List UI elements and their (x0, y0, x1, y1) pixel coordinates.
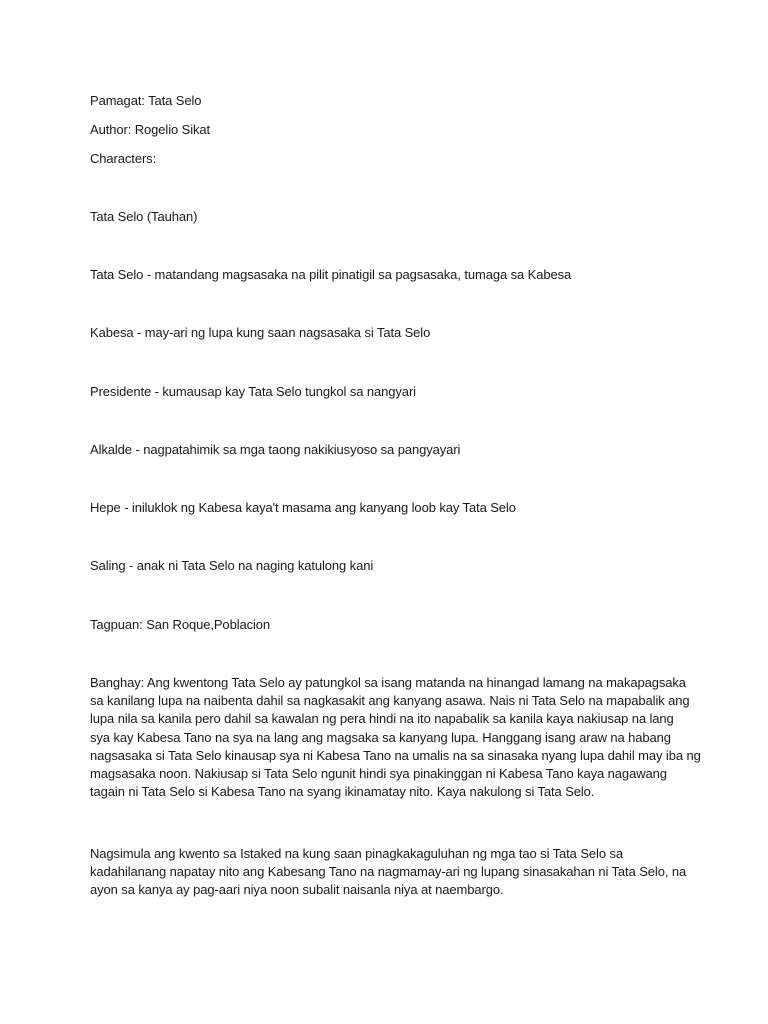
plot-paragraph (90, 674, 701, 801)
plot-line: lupa nila sa kanila pero dahil sa kawalan ng pera hindi na ito napabalik sa kanila kaya nakiusap na lang (90, 711, 674, 727)
protagonist-line: Tata Selo (Tauhan) (90, 209, 198, 224)
plot-line: magsasaka noon. Nakiusap si Tata Selo ngunit hindi sya pinakinggan ni Kabesa Tano kaya nagawang (90, 766, 667, 782)
character-item: Alkalde - nagpatahimik sa mga taong nakikiusyoso sa pangyayari (90, 442, 461, 457)
character-item: Kabesa - may-ari ng lupa kung saan nagsasaka si Tata Selo (90, 325, 431, 340)
plot-line: sa kanilang lupa na naibenta dahil sa nagkasakit ang kanyang asawa. Nais ni Tata Selo na mapabalik ang (90, 693, 690, 709)
characters-heading: Characters: (90, 151, 157, 166)
plot-line: Banghay: Ang kwentong Tata Selo ay patungkol sa isang matanda na hinangad lamang na makapagsaka (90, 675, 686, 690)
character-item: Hepe - iniluklok ng Kabesa kaya't masama ang kanyang loob kay Tata Selo (90, 500, 516, 515)
character-item: Saling - anak ni Tata Selo na naging katulong kani (90, 558, 374, 573)
character-item: Presidente - kumausap kay Tata Selo tungkol sa nangyari (90, 384, 416, 399)
beginning-line: Nagsimula ang kwento sa Istaked na kung saan pinagkakaguluhan ng mga tao si Tata Selo sa (90, 846, 623, 861)
plot-line: tagain ni Tata Selo si Kabesa Tano na syang ikinamatay nito. Kaya nakulong si Tata Selo. (90, 784, 595, 800)
title-line: Pamagat: Tata Selo (90, 93, 202, 108)
plot-line: nagsasaka si Tata Selo kinausap sya ni Kabesa Tano na umalis na sa sinasaka nyang lupa dahil may iba ng (90, 747, 701, 763)
setting-line: Tagpuan: San Roque,Poblacion (90, 617, 271, 632)
beginning-line: kadahilanang napatay nito ang Kabesang Tano na nagmamay-ari ng lupang sinasakahan ni Tata Selo, na (90, 864, 687, 880)
beginning-paragraph (90, 845, 690, 900)
beginning-line: ayon sa kanya ay pag-aari niya noon subalit naisanla niya at naembargo. (90, 882, 504, 898)
plot-line: sya kay Kabesa Tano na sya na lang ang magsaka sa kanyang lupa. Hanggang isang araw na habang (90, 729, 671, 745)
author-line: Author: Rogelio Sikat (90, 122, 211, 137)
character-item: Tata Selo - matandang magsasaka na pilit pinatigil sa pagsasaka, tumaga sa Kabesa (90, 267, 572, 282)
